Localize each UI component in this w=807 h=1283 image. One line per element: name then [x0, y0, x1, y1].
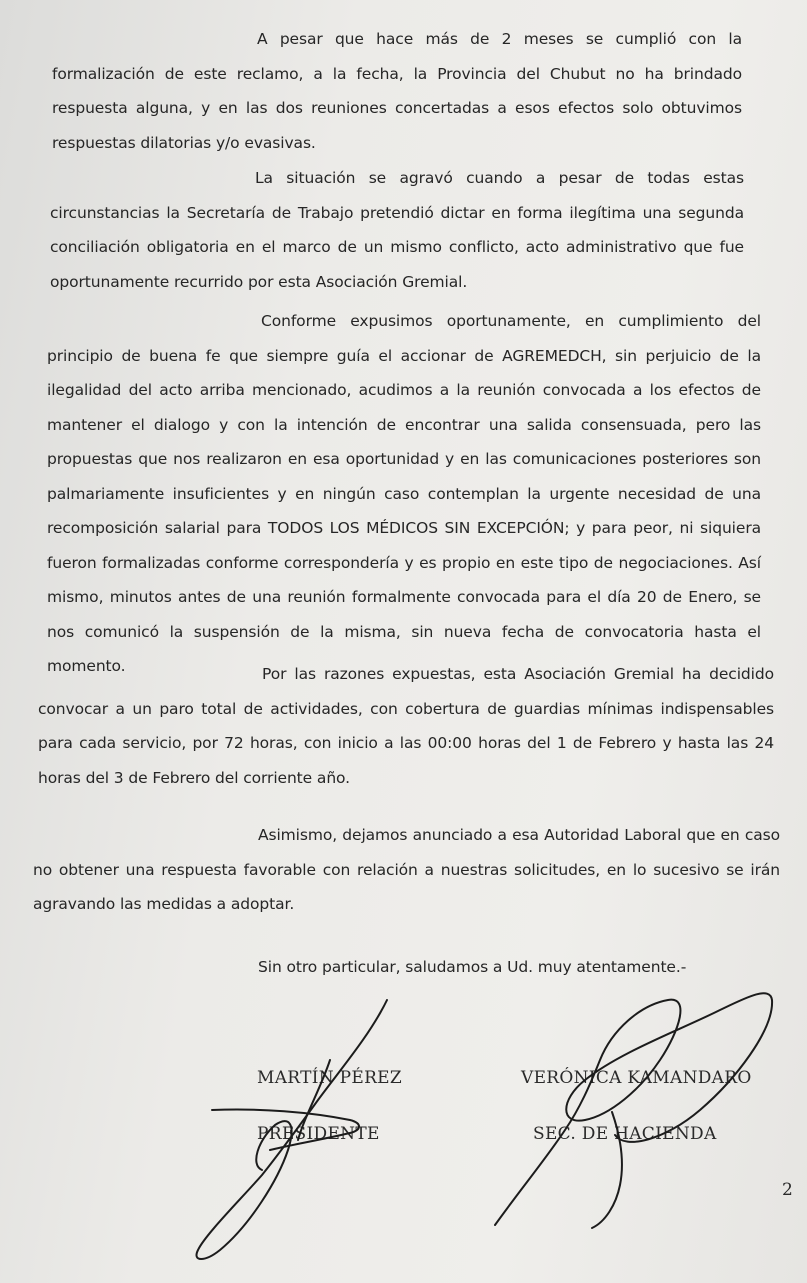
- closing-line: Sin otro particular, saludamos a Ud. muy atentamente.-: [258, 958, 687, 976]
- paragraph-1: A pesar que hace más de 2 meses se cumplió con la formalización de este reclamo, a la fecha, la Provincia del Chubut no ha brindado respuesta alguna, y en las dos reuniones concertadas a esos efectos solo obtuvimos respuestas dilatorias y/o evasivas.: [52, 30, 742, 152]
- signatory-2-name: VERÓNICA KAMANDARO: [521, 1068, 752, 1088]
- paragraph-5: Asimismo, dejamos anunciado a esa Autoridad Laboral que en caso no obtener una respuesta favorable con relación a nuestras solicitudes, en lo sucesivo se irán agravando las medidas a adoptar.: [33, 826, 780, 913]
- signatory-2-role: SEC. DE HACIENDA: [533, 1124, 717, 1144]
- paragraph-2: La situación se agravó cuando a pesar de todas estas circunstancias la Secretaría de Trabajo pretendió dictar en forma ilegítima una segunda conciliación obligatoria en el marco de un mismo conflicto, acto administrativo que fue oportunamente recurrido por esta Asociación Gremial.: [50, 169, 744, 291]
- signatory-1-role: PRESIDENTE: [257, 1124, 380, 1144]
- paragraph-3: Conforme expusimos oportunamente, en cumplimiento del principio de buena fe que siempre guía el accionar de AGREMEDCH, sin perjuicio de la ilegalidad del acto arriba mencionado, acudimos a la reunión convocada a los efectos de mantener el dialogo y con la intención de encontrar una salida consensuada, pero las propuestas que nos realizaron en esa oportunidad y en las comunicaciones posteriores son palmariamente insuficientes y en ningún caso contemplan la urgente necesidad de una recomposición salarial para TODOS LOS MÉDICOS SIN EXCEPCIÓN; y para peor, ni siquiera fueron formalizadas conforme correspondería y es propio en este tipo de negociaciones. Así mismo, minutos antes de una reunión formalmente convocada para el día 20 de Enero, se nos comunicó la suspensión de la misma, sin nueva fecha de convocatoria hasta el momento.: [47, 312, 761, 675]
- signatory-1-name: MARTÍN PÉREZ: [257, 1068, 402, 1088]
- signature-right: [495, 993, 772, 1225]
- page-number: 2: [782, 1180, 793, 1200]
- paragraph-4: Por las razones expuestas, esta Asociación Gremial ha decidido convocar a un paro total de actividades, con cobertura de guardias mínimas indispensables para cada servicio, por 72 horas, con inicio a las 00:00 horas del 1 de Febrero y hasta las 24 horas del 3 de Febrero del corriente año.: [38, 665, 774, 787]
